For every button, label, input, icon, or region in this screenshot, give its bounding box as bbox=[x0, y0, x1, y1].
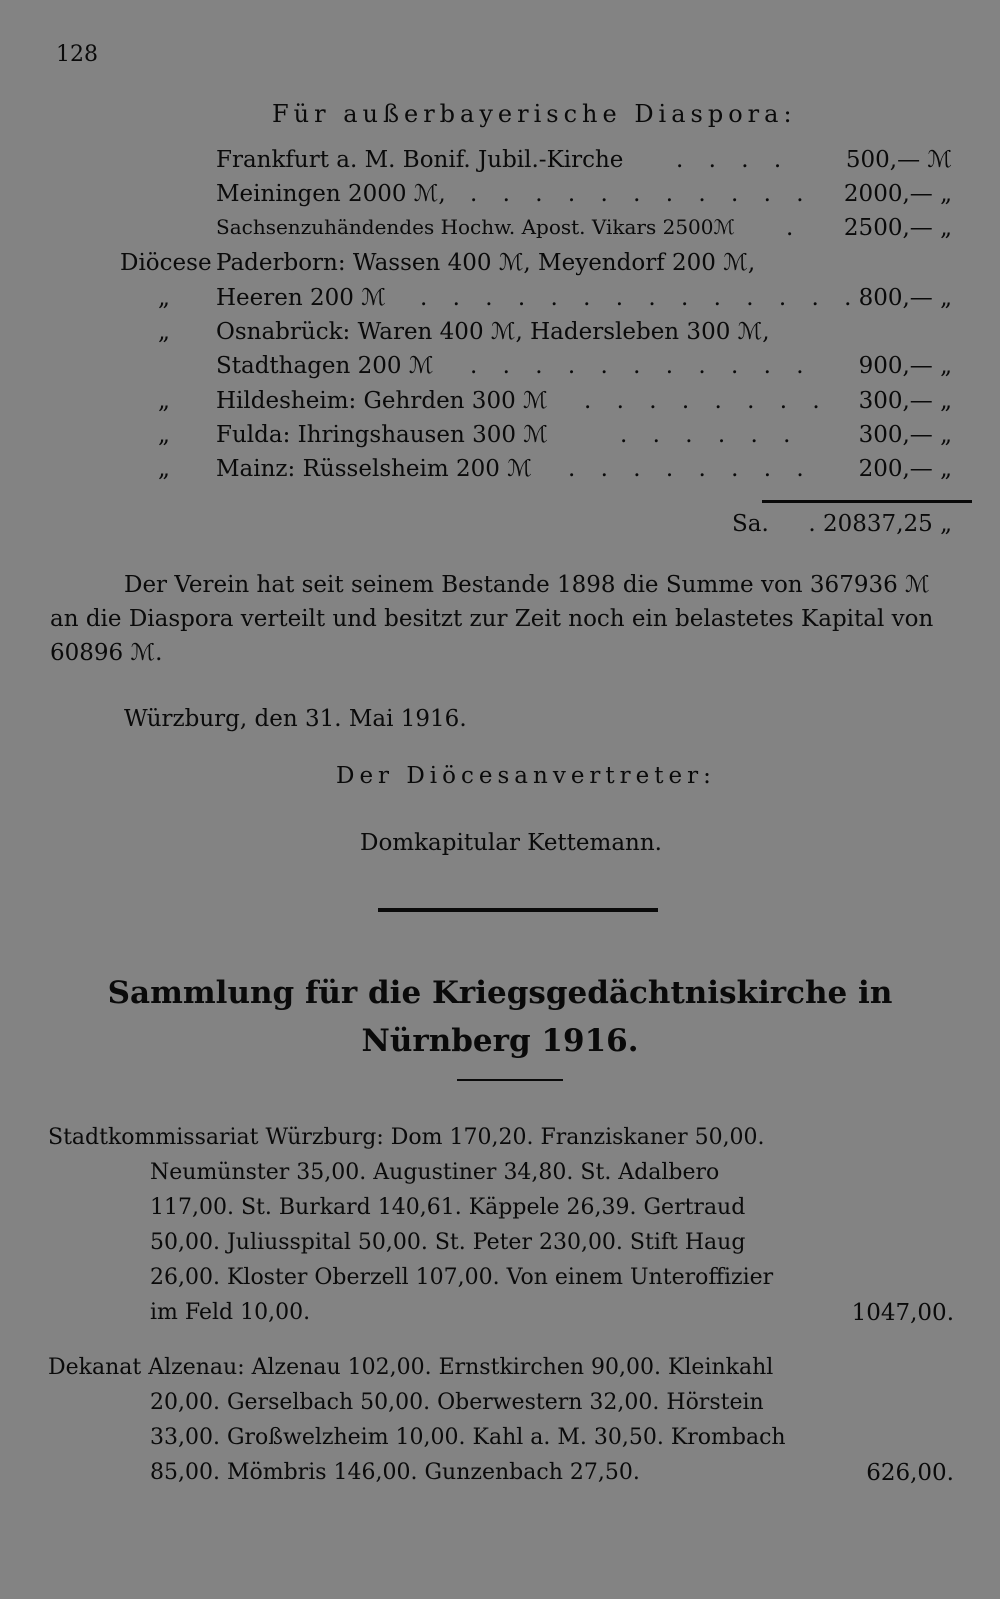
item-prefix: „ bbox=[158, 422, 170, 448]
leader-dots: . . . . . . bbox=[620, 422, 800, 448]
item-text: Hildesheim: Gehrden 300 ℳ bbox=[216, 388, 548, 414]
item-prefix: „ bbox=[158, 456, 170, 482]
leader-dots: . . . . . . . . bbox=[584, 388, 829, 414]
sum-rule bbox=[762, 500, 972, 503]
item-amount: 2000,— „ bbox=[843, 181, 952, 207]
leader-dots: . . . . . . . . bbox=[568, 456, 813, 482]
entry-line: 50,00. Juliusspital 50,00. St. Peter 230,00. Stift Haug bbox=[150, 1230, 746, 1255]
item-text: Stadthagen 200 ℳ bbox=[216, 353, 434, 379]
paragraph-line: Der Verein hat seit seinem Bestande 1898 die Summe von 367936 ℳ bbox=[124, 572, 930, 598]
page-number: 128 bbox=[56, 42, 98, 67]
leader-dots: . . . . . . . . . . . bbox=[470, 353, 813, 379]
leader-dots: . bbox=[786, 215, 803, 241]
entry-amount: 626,00. bbox=[866, 1460, 954, 1486]
entry-line: im Feld 10,00. bbox=[150, 1300, 311, 1325]
item-text: Sachsenzuhändendes Hochw. Apost. Vikars 2500ℳ bbox=[216, 215, 735, 239]
leader-dots: . . . . bbox=[676, 147, 791, 173]
entry-line: 117,00. St. Burkard 140,61. Käppele 26,39. Gertraud bbox=[150, 1195, 746, 1220]
item-amount: 500,— ℳ bbox=[845, 147, 952, 173]
signature-title: Der Diöcesanvertreter: bbox=[336, 763, 716, 789]
item-prefix: „ bbox=[158, 285, 170, 311]
paragraph-line: an die Diaspora verteilt und besitzt zur Zeit noch ein belastetes Kapital von bbox=[50, 606, 934, 632]
total-label: Sa. bbox=[732, 511, 769, 537]
item-text: Frankfurt a. M. Bonif. Jubil.-Kirche bbox=[216, 147, 624, 173]
section-title-line-2: Nürnberg 1916. bbox=[361, 1023, 639, 1059]
entry-line: 26,00. Kloster Oberzell 107,00. Von einem Unteroffizier bbox=[150, 1265, 774, 1290]
paragraph-line: 60896 ℳ. bbox=[50, 640, 163, 666]
item-amount: 800,— „ bbox=[858, 285, 952, 311]
item-text: Mainz: Rüsselsheim 200 ℳ bbox=[216, 456, 532, 482]
item-text: Meiningen 2000 ℳ, bbox=[216, 181, 446, 207]
leader-dots: . . . . . . . . . . . . . . bbox=[420, 285, 861, 311]
place-date: Würzburg, den 31. Mai 1916. bbox=[124, 706, 467, 732]
entry-amount: 1047,00. bbox=[851, 1300, 954, 1326]
entry-line: 33,00. Großwelzheim 10,00. Kahl a. M. 30,50. Krombach bbox=[150, 1425, 786, 1450]
signature-name: Domkapitular Kettemann. bbox=[360, 830, 662, 856]
item-amount: 2500,— „ bbox=[843, 215, 952, 241]
entry-line: 85,00. Mömbris 146,00. Gunzenbach 27,50. bbox=[150, 1460, 640, 1485]
item-text: Fulda: Ihringshausen 300 ℳ bbox=[216, 422, 548, 448]
section-divider bbox=[378, 908, 658, 912]
entry-line: Neumünster 35,00. Augustiner 34,80. St. Adalbero bbox=[150, 1160, 720, 1185]
leader-dots: . . . . . . . . . . . bbox=[470, 181, 813, 207]
item-amount: 300,— „ bbox=[858, 388, 952, 414]
item-text: Paderborn: Wassen 400 ℳ, Meyendorf 200 ℳ, bbox=[216, 250, 756, 276]
total-amount: . 20837,25 „ bbox=[808, 511, 952, 537]
section-heading-diaspora: Für außerbayerische Diaspora: bbox=[272, 100, 797, 128]
item-prefix: „ bbox=[158, 388, 170, 414]
item-amount: 900,— „ bbox=[858, 353, 952, 379]
item-amount: 200,— „ bbox=[858, 456, 952, 482]
entry-line: Dekanat Alzenau: Alzenau 102,00. Ernstkirchen 90,00. Kleinkahl bbox=[48, 1355, 774, 1380]
entry-line: Stadtkommissariat Würzburg: Dom 170,20. Franziskaner 50,00. bbox=[48, 1125, 765, 1150]
item-text: Heeren 200 ℳ bbox=[216, 285, 386, 311]
item-amount: 300,— „ bbox=[858, 422, 952, 448]
title-underline bbox=[457, 1079, 563, 1081]
item-prefix: „ bbox=[158, 319, 170, 345]
item-prefix: Diöcese bbox=[120, 250, 212, 276]
section-title: Sammlung für die Kriegsgedächtniskirche in bbox=[107, 975, 893, 1011]
item-text: Osnabrück: Waren 400 ℳ, Hadersleben 300 ℳ, bbox=[216, 319, 770, 345]
entry-line: 20,00. Gerselbach 50,00. Oberwestern 32,00. Hörstein bbox=[150, 1390, 764, 1415]
